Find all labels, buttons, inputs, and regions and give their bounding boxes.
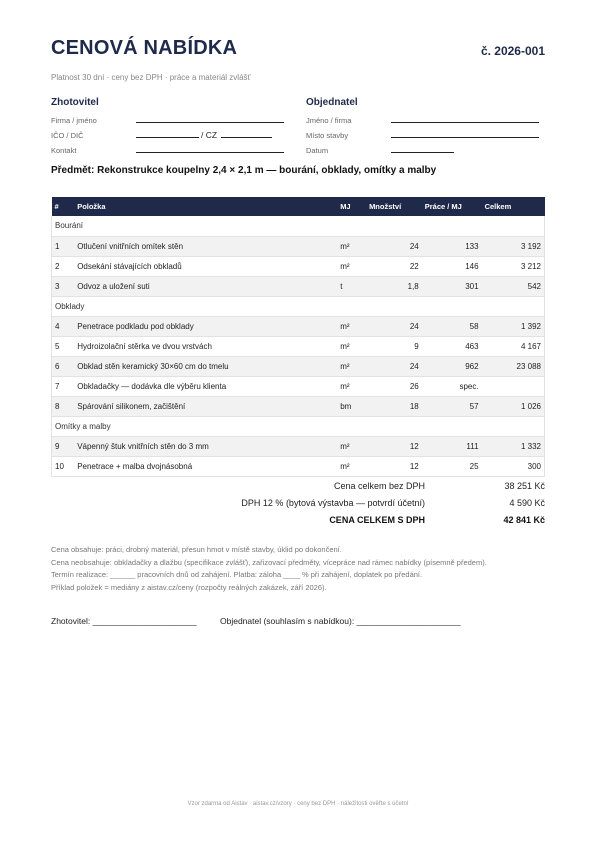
client-heading: Objednatel	[306, 97, 358, 108]
client-site-field[interactable]	[391, 126, 539, 138]
items-table	[51, 197, 545, 477]
items-table-body	[52, 216, 545, 476]
total-net-label: Cena celkem bez DPH	[333, 481, 425, 491]
cell-item: Obkladačky — dodávka dle výběru klienta	[74, 376, 337, 396]
cell-quantity: 1,8	[366, 276, 422, 296]
cell-price: 133	[422, 236, 482, 256]
cell-unit: m²	[337, 376, 366, 396]
document-number: č. 2026-001	[480, 44, 545, 58]
cell-quantity: 24	[366, 236, 422, 256]
client-signature[interactable]: Objednatel (souhlasím s nabídkou): ______________________	[220, 616, 461, 626]
cell-item: Obklad stěn keramický 30×60 cm do tmelu	[74, 356, 337, 376]
cell-quantity: 12	[366, 436, 422, 456]
cell-item: Hydroizolační stěrka ve dvou vrstvách	[74, 336, 337, 356]
cell-unit: bm	[337, 396, 366, 416]
table-row	[52, 356, 545, 376]
cell-number: 3	[52, 276, 75, 296]
cell-price: 57	[422, 396, 482, 416]
cell-quantity: 12	[366, 456, 422, 476]
cell-quantity: 24	[366, 316, 422, 336]
section-row	[52, 296, 545, 316]
cell-total: 4 167	[482, 336, 545, 356]
cell-item: Odsekání stávajících obkladů	[74, 256, 337, 276]
cell-total: 23 088	[482, 356, 545, 376]
cell-number: 9	[52, 436, 75, 456]
client-name-label: Jméno / firma	[306, 116, 352, 125]
col-total-header: Celkem	[482, 197, 545, 216]
table-row	[52, 456, 545, 476]
cell-price: 25	[422, 456, 482, 476]
total-vat-label: DPH 12 % (bytová výstavba — potvrdí účetní)	[241, 498, 425, 508]
client-date-label: Datum	[306, 146, 329, 155]
section-title: Bourání	[52, 216, 545, 236]
cell-quantity: 24	[366, 356, 422, 376]
table-row	[52, 436, 545, 456]
cell-quantity: 26	[366, 376, 422, 396]
notes-block	[51, 544, 487, 594]
col-price-header: Práce / MJ	[422, 197, 482, 216]
cell-price: 111	[422, 436, 482, 456]
cell-total: 1 026	[482, 396, 545, 416]
cell-quantity: 9	[366, 336, 422, 356]
contractor-ico-row	[51, 126, 291, 141]
client-date-field[interactable]	[391, 141, 454, 153]
cell-item: Odvoz a uložení suti	[74, 276, 337, 296]
total-gross-value: 42 841 Kč	[503, 515, 545, 525]
cell-number: 5	[52, 336, 75, 356]
client-date-row	[306, 141, 546, 156]
cell-number: 7	[52, 376, 75, 396]
contractor-block	[51, 97, 291, 156]
cell-total: 542	[482, 276, 545, 296]
contractor-name-field[interactable]	[136, 111, 284, 123]
cell-price: 301	[422, 276, 482, 296]
cell-total	[482, 376, 545, 396]
cell-unit: m²	[337, 316, 366, 336]
contractor-contact-field[interactable]	[136, 141, 284, 153]
quote-subject: Předmět: Rekonstrukce koupelny 2,4 × 2,1 m — bourání, obklady, omítky a malby	[51, 165, 437, 176]
section-title: Obklady	[52, 296, 545, 316]
total-vat-row	[145, 498, 545, 515]
section-title: Omítky a malby	[52, 416, 545, 436]
note-line: Termín realizace: ______ pracovních dnů od zahájení. Platba: záloha ____ % při zahájení, doplatek po předání.	[51, 570, 423, 580]
cell-number: 2	[52, 256, 75, 276]
cell-unit: t	[337, 276, 366, 296]
cell-number: 4	[52, 316, 75, 336]
col-quantity-header: Množství	[366, 197, 422, 216]
section-row	[52, 416, 545, 436]
cell-item: Otlučení vnitřních omítek stěn	[74, 236, 337, 256]
cell-unit: m²	[337, 356, 366, 376]
cell-unit: m²	[337, 336, 366, 356]
table-row	[52, 316, 545, 336]
table-row	[52, 396, 545, 416]
contractor-ico-label: IČO / DIČ	[51, 131, 84, 140]
note-line: Příklad položek = mediány z aistav.cz/ceny (rozpočty reálných zakázek, září 2026).	[51, 582, 327, 592]
contractor-ico-field[interactable]	[136, 126, 199, 138]
cell-unit: m²	[337, 456, 366, 476]
cell-number: 1	[52, 236, 75, 256]
cell-price: 463	[422, 336, 482, 356]
cell-total: 3 212	[482, 256, 545, 276]
document-title: CENOVÁ NABÍDKA	[51, 37, 238, 59]
cell-number: 10	[52, 456, 75, 476]
cell-total: 300	[482, 456, 545, 476]
client-block	[306, 97, 546, 156]
items-table-header	[52, 197, 545, 216]
table-row	[52, 336, 545, 356]
cell-item: Penetrace + malba dvojnásobná	[74, 456, 337, 476]
client-name-row	[306, 111, 546, 126]
cell-price: spec.	[422, 376, 482, 396]
contractor-signature[interactable]: Zhotovitel: ______________________	[51, 616, 197, 626]
client-site-row	[306, 126, 546, 141]
cell-unit: m²	[337, 256, 366, 276]
total-net-row	[145, 481, 545, 498]
col-number-header: #	[52, 197, 75, 216]
col-item-header: Položka	[74, 197, 337, 216]
total-net-value: 38 251 Kč	[504, 481, 545, 491]
cell-item: Spárování silikonem, začištění	[74, 396, 337, 416]
cell-number: 8	[52, 396, 75, 416]
section-row	[52, 216, 545, 236]
cell-item: Penetrace podkladu pod obklady	[74, 316, 337, 336]
contractor-name-label: Firma / jméno	[51, 116, 97, 125]
note-line: Cena neobsahuje: obkladačky a dlažbu (specifikace zvlášť), zařizovací předměty, vícepráce nad rámec nabídky (písemně předem).	[51, 557, 487, 567]
cell-price: 962	[422, 356, 482, 376]
total-vat-value: 4 590 Kč	[509, 498, 545, 508]
total-gross-row	[145, 515, 545, 532]
table-row	[52, 256, 545, 276]
contractor-ico-separator: / CZ	[201, 130, 218, 140]
cell-quantity: 22	[366, 256, 422, 276]
table-row	[52, 376, 545, 396]
contractor-dic-field[interactable]	[221, 126, 272, 138]
cell-item: Vápenný štuk vnitřních stěn do 3 mm	[74, 436, 337, 456]
client-name-field[interactable]	[391, 111, 539, 123]
cell-price: 58	[422, 316, 482, 336]
contractor-name-row	[51, 111, 291, 126]
contractor-heading: Zhotovitel	[51, 97, 99, 108]
page-footer: Vzor zdarma od Aistav · aistav.cz/vzory · ceny bez DPH · náležitosti ověřte s účetní	[187, 801, 409, 807]
table-row	[52, 236, 545, 256]
cell-total: 3 192	[482, 236, 545, 256]
cell-price: 146	[422, 256, 482, 276]
client-site-label: Místo stavby	[306, 131, 349, 140]
cell-unit: m²	[337, 436, 366, 456]
cell-total: 1 332	[482, 436, 545, 456]
cell-total: 1 392	[482, 316, 545, 336]
cell-unit: m²	[337, 236, 366, 256]
note-line: Cena obsahuje: práci, drobný materiál, přesun hmot v místě stavby, úklid po dokončení.	[51, 545, 342, 554]
document-subtitle: Platnost 30 dní · ceny bez DPH · práce a materiál zvlášť	[51, 73, 251, 82]
cell-quantity: 18	[366, 396, 422, 416]
table-row	[52, 276, 545, 296]
contractor-contact-row	[51, 141, 291, 156]
col-unit-header: MJ	[337, 197, 366, 216]
totals-block	[145, 481, 545, 532]
contractor-contact-label: Kontakt	[51, 146, 77, 155]
cell-number: 6	[52, 356, 75, 376]
total-gross-label: CENA CELKEM S DPH	[329, 515, 425, 525]
